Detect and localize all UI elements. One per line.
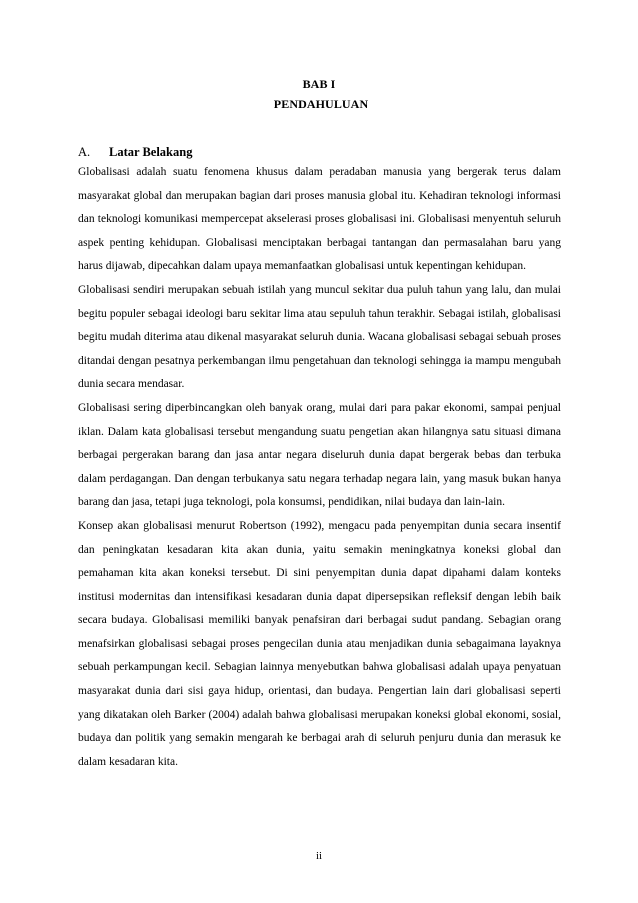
chapter-number: BAB I <box>302 77 336 91</box>
section-title: Latar Belakang <box>109 145 193 159</box>
paragraph-1: Globalisasi adalah suatu fenomena khusus dalam peradaban manusia yang bergerak terus dalam masyarakat global dan merupakan bagian dari proses manusia global itu. Kehadiran teknologi informasi dan teknologi komunikasi mempercepat akselerasi proses globalisasi ini. Globalisasi menyentuh seluruh aspek penting kehidupan. Globalisasi menciptakan berbagai tantangan dan permasalahan baru yang harus dijawab, dipecahkan dalam upaya memanfaatkan globalisasi untuk kepentingan kehidupan. <box>78 166 561 273</box>
section-letter: A. <box>78 145 91 159</box>
page-number: ii <box>315 850 323 862</box>
body-text <box>78 161 561 774</box>
section-heading <box>78 145 192 160</box>
paragraph-3: Globalisasi sering diperbincangkan oleh banyak orang, mulai dari para pakar ekonomi, sampai penjual iklan. Dalam kata globalisasi tersebut mengandung suatu pengetian akan hilangnya satu situasi dimana berbagai pergerakan barang dan jasa antar negara diseluruh dunia dapat bergerak bebas dan terbuka dalam perdagangan. Dan dengan terbukanya satu negara terhadap negara lain, yang masuk bukan hanya barang dan jasa, tetapi juga teknologi, pola konsumsi, pendidikan, nilai budaya dan lain-lain. <box>78 401 561 509</box>
paragraph-2: Globalisasi sendiri merupakan sebuah istilah yang muncul sekitar dua puluh tahun yang lalu, dan mulai begitu populer sebagai ideologi baru sekitar lima atau sepuluh tahun terakhir. Sebagai istilah, globalisasi begitu mudah diterima atau dikenal masyarakat seluruh dunia. Wacana globalisasi sebagai sebuah proses ditandai dengan pesatnya perkembangan ilmu pengetahuan dan teknologi sehingga ia mampu mengubah dunia secara mendasar. <box>78 283 561 391</box>
chapter-title: PENDAHULUAN <box>273 97 369 111</box>
paragraph-4: Konsep akan globalisasi menurut Robertson (1992), mengacu pada penyempitan dunia secara insentif dan peningkatan kesadaran kita akan dunia, yaitu semakin meningkatnya koneksi global dan pemahaman kita akan koneksi tersebut. Di sini penyempitan dunia dapat dipahami dalam konteks institusi modernitas dan intensifikasi kesadaran dunia dapat dipersepsikan refleksif dengan lebih baik secara budaya. Globalisasi memiliki banyak penafsiran dari berbagai sudut pandang. Sebagian orang menafsirkan globalisasi sebagai proses pengecilan dunia atau menjadikan dunia sebagaimana layaknya sebuah perkampungan kecil. Sebagian lainnya menyebutkan bahwa globalisasi adalah upaya penyatuan masyarakat dunia dari sisi gaya hidup, orientasi, dan budaya. Pengertian lain dari globalisasi seperti yang dikatakan oleh Barker (2004) adalah bahwa globalisasi merupakan koneksi global ekonomi, sosial, budaya dan politik yang semakin mengarah ke berbagai arah di seluruh penjuru dunia dan merasuk ke dalam kesadaran kita. <box>78 519 561 768</box>
